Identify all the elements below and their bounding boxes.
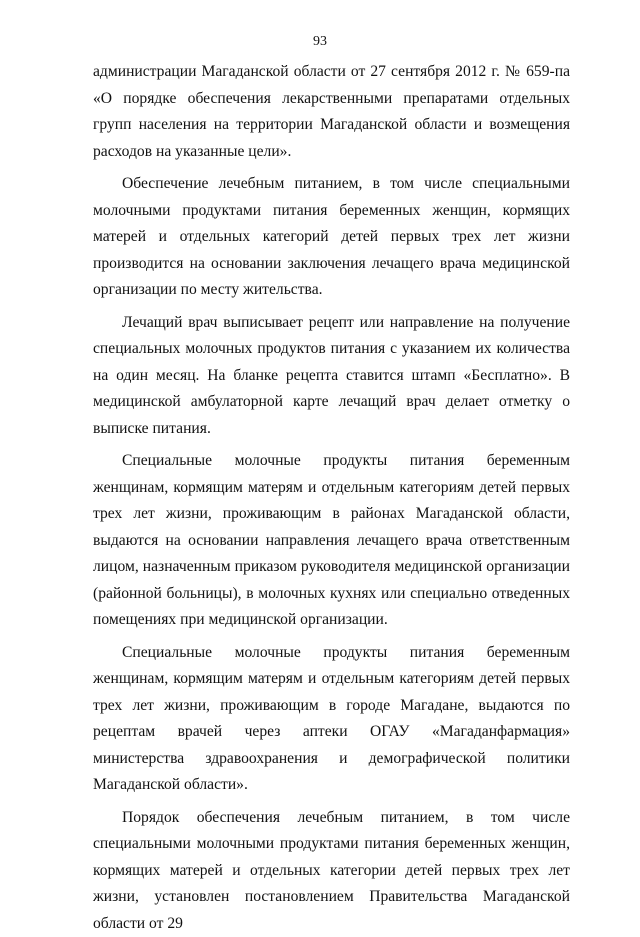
paragraph-2: Обеспечение лечебным питанием, в том числе специальными молочными продуктами питания беременных женщин, кормящих матерей и отдельных категорий детей первых трех лет жизни производится на основании заключения лечащего врача медицинской организации по месту жительства. [93,171,570,304]
paragraph-6: Порядок обеспечения лечебным питанием, в том числе специальными молочными продуктами питания беременных женщин, кормящих матерей и отдельных категории детей первых трех лет жизни, установлен постановлением Правительства Магаданской области от 29 [93,805,570,937]
paragraph-4: Специальные молочные продукты питания беременным женщинам, кормящим матерям и отдельным категориям детей первых трех лет жизни, проживающим в районах Магаданской области, выдаются на основании направления лечащего врача ответственным лицом, назначенным приказом руководителя медицинской организации (районной больницы), в молочных кухнях или специально отведенных помещениях при медицинской организации. [93,448,570,634]
paragraph-5: Специальные молочные продукты питания беременным женщинам, кормящим матерям и отдельным категориям детей первых трех лет жизни, проживающим в городе Магадане, выдаются по рецептам врачей через аптеки ОГАУ «Магаданфармация» министерства здравоохранения и демографической политики Магаданской области». [93,640,570,799]
paragraph-1: администрации Магаданской области от 27 сентября 2012 г. № 659-па «О порядке обеспечения лекарственными препаратами отдельных групп населения на территории Магаданской области и возмещения расходов на указанные цели». [93,59,570,165]
document-body [93,59,570,937]
page-number: 93 [0,33,640,51]
paragraph-3: Лечащий врач выписывает рецепт или направление на получение специальных молочных продуктов питания с указанием их количества на один месяц. На бланке рецепта ставится штамп «Бесплатно». В медицинской амбулаторной карте лечащий врач делает отметку о выписке питания. [93,310,570,443]
